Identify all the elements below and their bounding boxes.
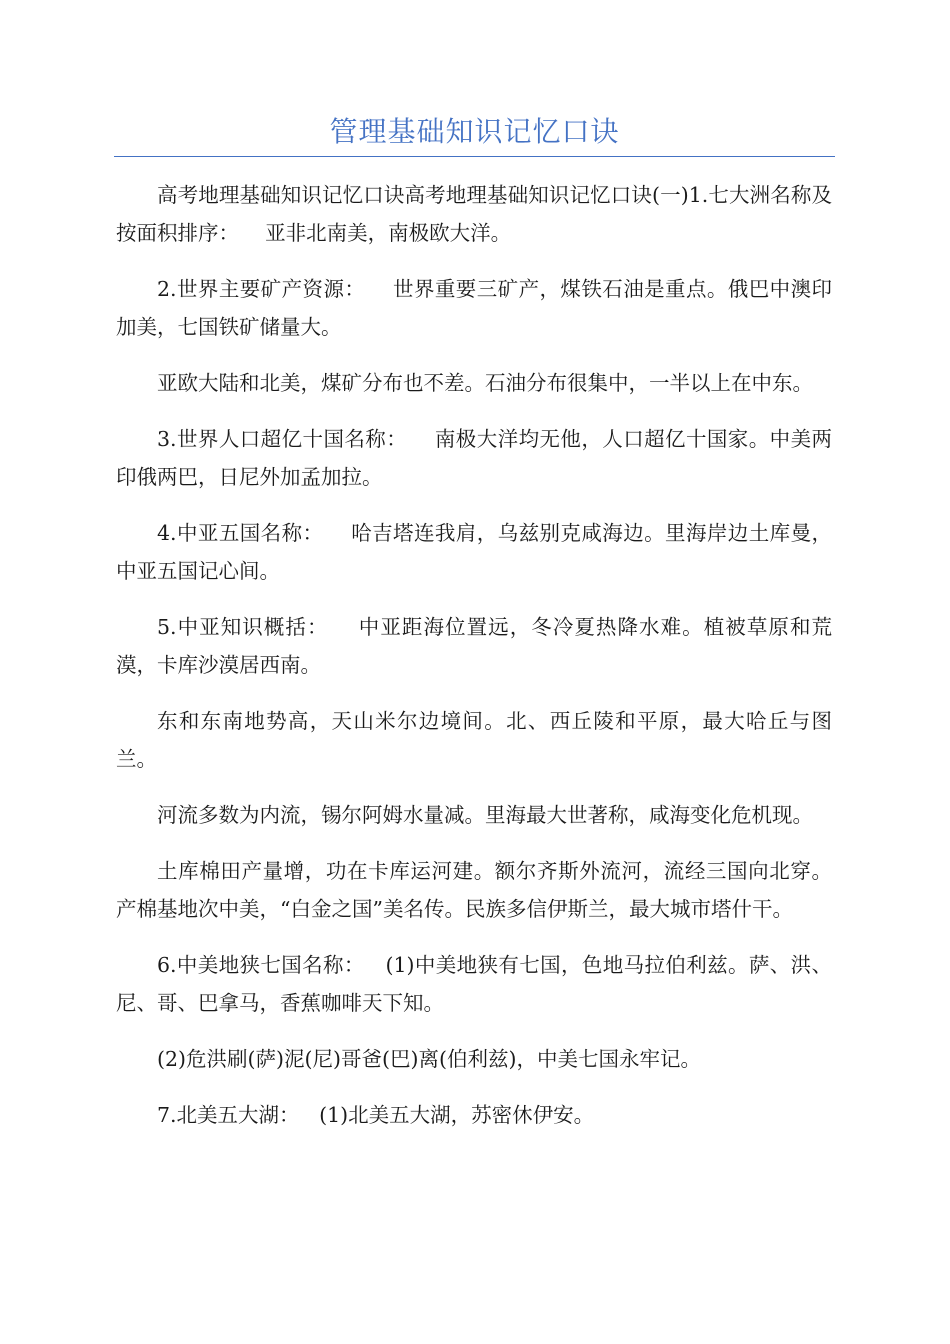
paragraph-8: 河流多数为内流，锡尔阿姆水量减。里海最大世著称，咸海变化危机现。	[157, 803, 813, 827]
paragraph-10: 6.中美地狭七国名称： (1)中美地狭有七国，色地马拉伯利兹。萨、洪、尼、哥、巴拿马，香蕉咖啡天下知。	[116, 953, 832, 1015]
document-title: 管理基础知识记忆口诀	[329, 115, 620, 148]
paragraph-11: (2)危洪刷(萨)泥(尼)哥爸(巴)离(伯利兹)，中美七国永牢记。	[157, 1047, 702, 1071]
paragraph-4: 3.世界人口超亿十国名称： 南极大洋均无他，人口超亿十国家。中美两印俄两巴，日尼外加孟加拉。	[116, 427, 832, 489]
paragraph-1: 高考地理基础知识记忆口诀高考地理基础知识记忆口诀(一)1.七大洲名称及按面积排序： 亚非北南美，南极欧大洋。	[116, 183, 832, 245]
paragraph-9: 土库棉田产量增，功在卡库运河建。额尔齐斯外流河，流经三国向北穿。产棉基地次中美，“白金之国”美名传。民族多信伊斯兰，最大城市塔什干。	[116, 859, 832, 921]
paragraph-3: 亚欧大陆和北美，煤矿分布也不差。石油分布很集中，一半以上在中东。	[157, 371, 813, 395]
title-block	[114, 108, 835, 157]
document-body	[116, 176, 832, 1152]
paragraph-7: 东和东南地势高，天山米尔边境间。北、西丘陵和平原，最大哈丘与图兰。	[116, 709, 832, 771]
paragraph-6: 5.中亚知识概括： 中亚距海位置远，冬冷夏热降水难。植被草原和荒漠，卡库沙漠居西南。	[116, 615, 832, 677]
paragraph-12: 7.北美五大湖： (1)北美五大湖，苏密休伊安。	[157, 1103, 595, 1127]
paragraph-5: 4.中亚五国名称： 哈吉塔连我肩，乌兹别克咸海边。里海岸边土库曼，中亚五国记心间。	[116, 521, 832, 583]
paragraph-2: 2.世界主要矿产资源： 世界重要三矿产，煤铁石油是重点。俄巴中澳印加美，七国铁矿储量大。	[116, 277, 832, 339]
